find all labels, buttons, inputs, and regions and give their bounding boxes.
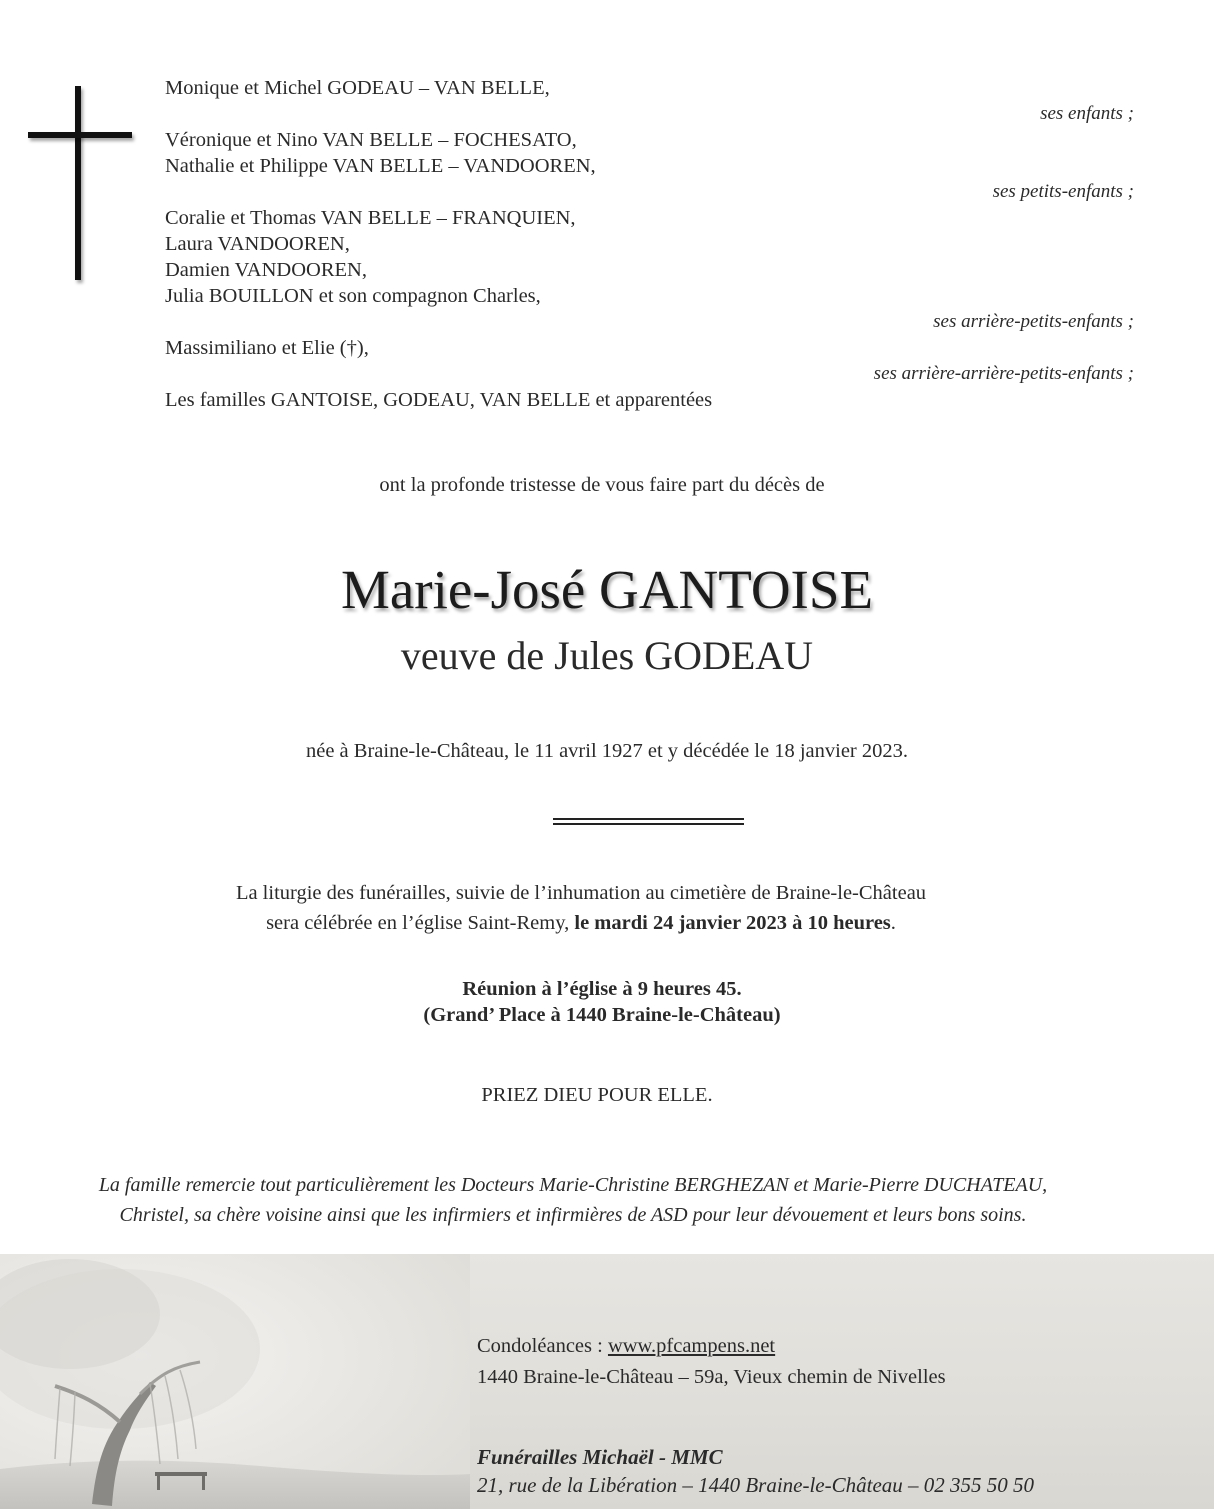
ceremony-line-1: La liturgie des funérailles, suivie de l’inhumation au cimetière de Braine-le-Château	[235, 882, 927, 904]
relation-label-children: ses enfants ;	[1040, 103, 1134, 124]
family-line: Coralie et Thomas VAN BELLE – FRANQUIEN,	[165, 207, 576, 229]
relation-label-great-great-grandchildren: ses arrière-arrière-petits-enfants ;	[873, 363, 1134, 384]
meeting-address: (Grand’ Place à 1440 Braine-le-Château)	[423, 1004, 781, 1026]
deceased-widow-of: veuve de Jules GODEAU	[400, 633, 814, 678]
prayer: PRIEZ DIEU POUR ELLE.	[481, 1084, 713, 1106]
ceremony-line-2-end: .	[890, 912, 896, 934]
funeral-home-address-1: 1440 Braine-le-Château – 59a, Vieux chemin de Nivelles	[477, 1366, 946, 1388]
deceased-name: Marie-José GANTOISE	[340, 559, 874, 620]
family-line: Véronique et Nino VAN BELLE – FOCHESATO,	[165, 129, 577, 151]
funeral-home-name: Funérailles Michaël - MMC	[477, 1445, 723, 1469]
footer-band	[0, 1254, 1214, 1509]
thanks-line-1: La famille remercie tout particulièrement les Docteurs Marie-Christine BERGHEZAN et Marie-Pierre DUCHATEAU,	[98, 1174, 1048, 1196]
relation-label-grandchildren: ses petits-enfants ;	[992, 181, 1134, 202]
announcement: ont la profonde tristesse de vous faire part du décès de	[379, 474, 825, 496]
website-link[interactable]: www.pfcampens.net	[607, 1335, 776, 1357]
funeral-home-address-2: 21, rue de la Libération – 1440 Braine-le-Château – 02 355 50 50	[477, 1473, 1035, 1497]
deceased-dates: née à Braine-le-Château, le 11 avril 1927 et y décédée le 18 janvier 2023.	[305, 740, 909, 762]
family-line: Julia BOUILLON et son compagnon Charles,	[165, 285, 541, 307]
relation-label-great-grandchildren: ses arrière-petits-enfants ;	[933, 311, 1134, 332]
tree-landscape-image	[0, 1254, 470, 1509]
condolences-label: Condoléances :	[477, 1335, 608, 1357]
condolences-line	[477, 1335, 775, 1358]
ceremony-date: le mardi 24 janvier 2023 à 10 heures	[574, 912, 891, 934]
thanks-line-2: Christel, sa chère voisine ainsi que les infirmiers et infirmières de ASD pour leur dévouement et leurs bons soins.	[119, 1204, 1027, 1226]
family-line: Laura VANDOOREN,	[165, 233, 350, 255]
family-line: Monique et Michel GODEAU – VAN BELLE,	[165, 77, 550, 99]
ceremony-line-2	[0, 912, 1188, 935]
family-line: Damien VANDOOREN,	[165, 259, 367, 281]
meeting-time: Réunion à l’église à 9 heures 45.	[462, 978, 742, 1000]
family-line: Massimiliano et Elie (†),	[165, 337, 369, 359]
family-line: Nathalie et Philippe VAN BELLE – VANDOOREN,	[165, 155, 596, 177]
ceremony-location: sera célébrée en l’église Saint-Remy,	[266, 912, 575, 934]
families-line: Les familles GANTOISE, GODEAU, VAN BELLE et apparentées	[165, 389, 713, 411]
